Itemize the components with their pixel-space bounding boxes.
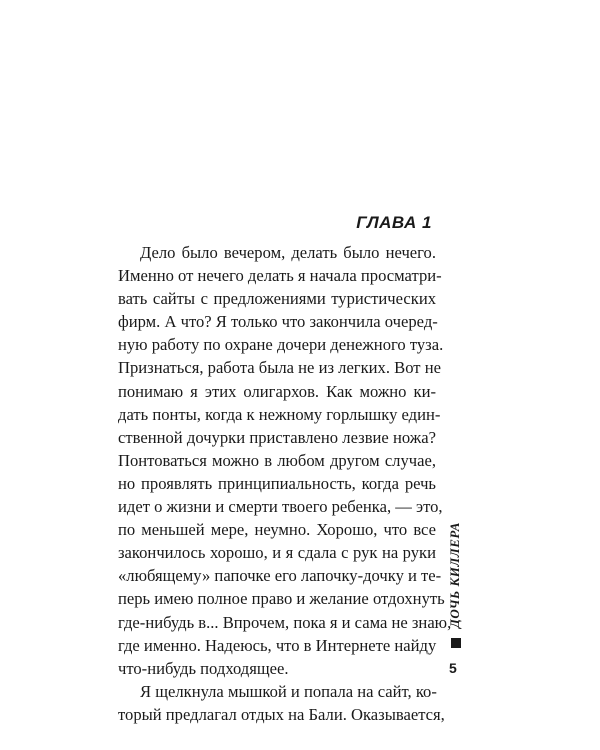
text-line: вать сайты с предложениями туристических xyxy=(118,289,436,309)
book-title-vertical: ДОЧЬ КИЛЛЕРА xyxy=(447,522,462,628)
text-line: фирм. А что? Я только что закончила очеред- xyxy=(118,312,438,332)
text-line: где-нибудь в... Впрочем, пока я и сама не знаю, xyxy=(118,612,452,632)
text-line: по меньшей мере, неумно. Хорошо, что все xyxy=(118,520,436,540)
text-line: «любящему» папочке его лапочку-дочку и те- xyxy=(118,566,442,586)
page-number: 5 xyxy=(449,660,457,676)
margin-marker-square xyxy=(451,638,461,648)
chapter-heading: ГЛАВА 1 xyxy=(356,213,432,232)
text-line: Понтоваться можно в любом другом случае, xyxy=(118,450,436,470)
text-line: торый предлагал отдых на Бали. Оказывается, xyxy=(118,704,445,724)
text-line: идет о жизни и смерти твоего ребенка, — это, xyxy=(118,497,443,517)
text-line: закончилось хорошо, и я сдала с рук на руки xyxy=(118,543,436,563)
text-line: ственной дочурки приставлено лезвие ножа? xyxy=(118,427,436,447)
text-line: но проявлять принципиальность, когда речь xyxy=(118,473,436,493)
body-text xyxy=(118,241,452,726)
text-line: что-нибудь подходящее. xyxy=(118,658,289,678)
text-line: Дело было вечером, делать было нечего. xyxy=(140,243,436,262)
text-line: перь имею полное право и желание отдохнуть xyxy=(118,589,445,609)
text-line: Я щелкнула мышкой и попала на сайт, ко- xyxy=(140,681,437,701)
text-line: где именно. Надеюсь, что в Интернете найду xyxy=(118,635,437,655)
text-line: Именно от нечего делать я начала просматри- xyxy=(118,266,442,286)
text-line: понимаю я этих олигархов. Как можно ки- xyxy=(118,381,436,401)
text-line: Признаться, работа была не из легких. Вот не xyxy=(118,358,441,378)
text-line: ную работу по охране дочери денежного туза. xyxy=(118,335,444,355)
text-line: дать понты, когда к нежному горлышку един- xyxy=(118,404,441,424)
